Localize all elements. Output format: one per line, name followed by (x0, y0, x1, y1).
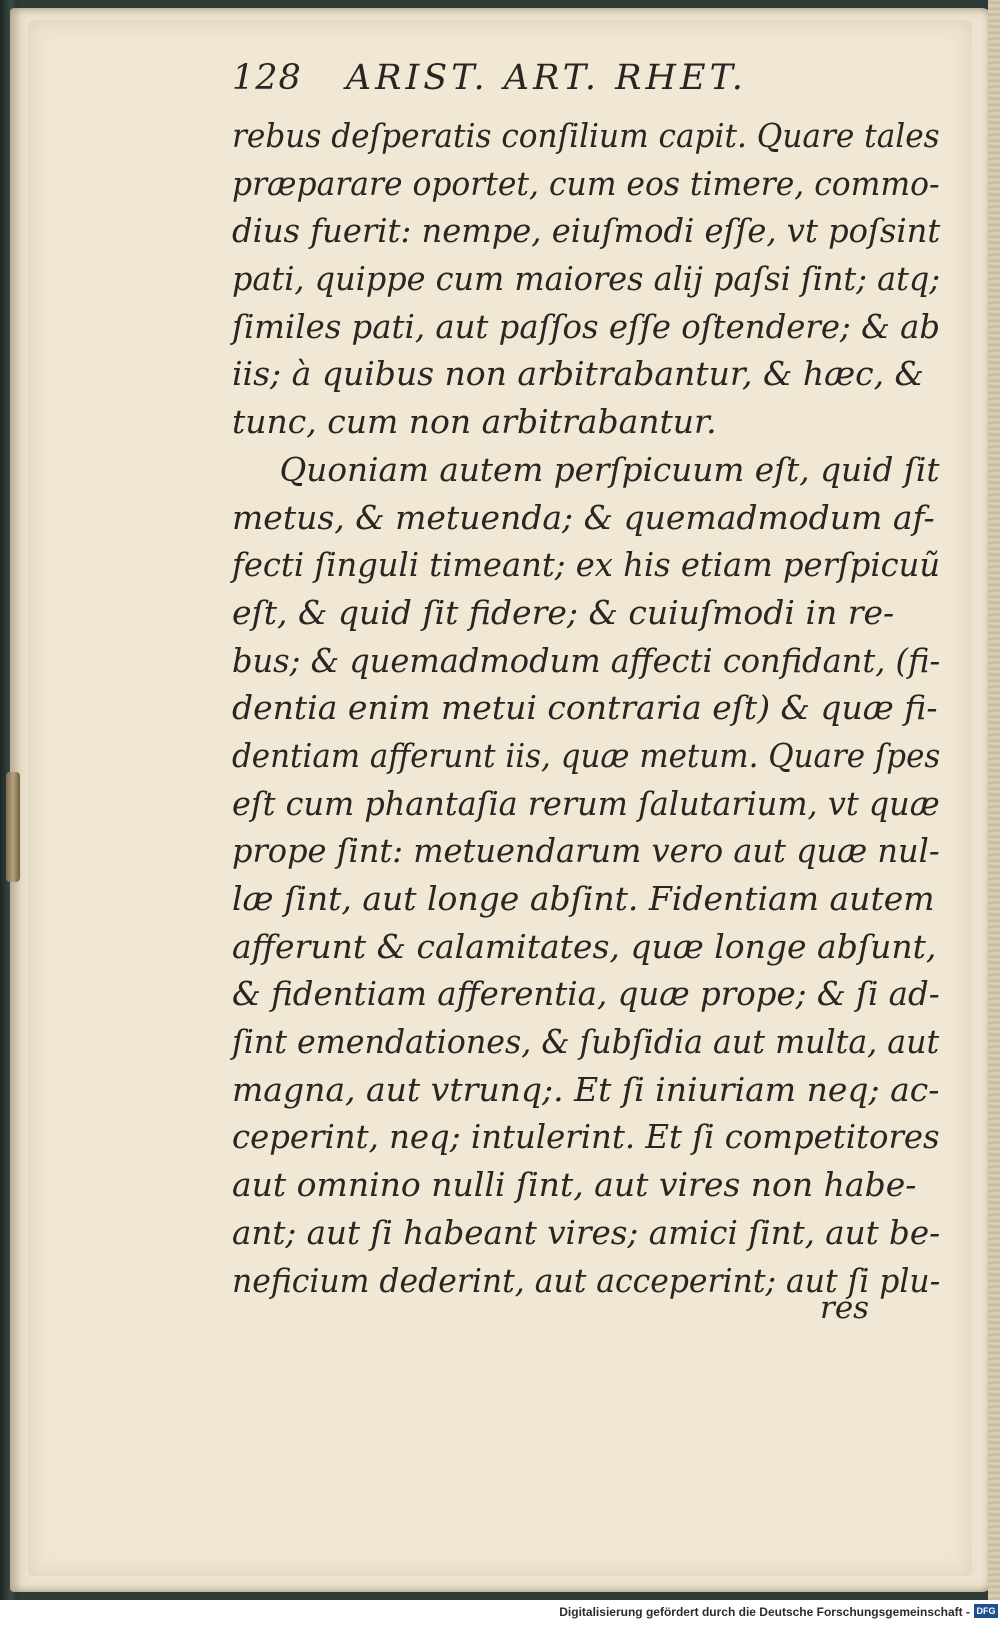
text-line: magna, aut vtrunq;. Et ſi iniuriam neq; ac- (232, 1069, 940, 1109)
running-title: ARIST. ART. RHET. (345, 58, 747, 98)
text-line: afferunt & calamitates, quæ longe abſunt, (232, 926, 937, 966)
text-line: prope ſint: metuendarum vero aut quæ nul- (232, 831, 940, 871)
body-text (232, 112, 940, 1304)
text-line: dentia enim metui contraria eſt) & quæ fi- (232, 688, 938, 728)
text-line: pati, quippe cum maiores alij paſsi ſint; atq; (232, 259, 941, 299)
page-number: 128 (232, 58, 302, 98)
text-line: eſt cum phantaſia rerum ſalutarium, vt quæ (232, 783, 940, 823)
text-line: dius fuerit: nempe, eiuſmodi eſſe, vt poſsint (232, 211, 941, 251)
text-line: præparare oportet, cum eos timere, commo- (232, 163, 940, 203)
text-line: Quoniam autem perſpicuum eſt, quid ſit (279, 449, 940, 489)
running-head (232, 58, 747, 98)
funding-credit: Digitalisierung gefördert durch die Deutsche Forschungsgemeinschaft - (559, 1605, 970, 1619)
text-line: iis; à quibus non arbitrabantur, & hæc, & (232, 354, 924, 394)
dfg-logo: DFG (974, 1604, 998, 1618)
page-fore-edge (988, 0, 1000, 1600)
text-line: metus, & metuenda; & quemadmodum af- (232, 497, 935, 537)
text-line: læ ſint, aut longe abſint. Fidentiam autem (232, 879, 935, 918)
text-line: & fidentiam afferentia, quæ prope; & ſi ad- (232, 974, 940, 1014)
text-line: fecti ſinguli timeant; ex his etiam perſpicuũ (232, 545, 941, 585)
page-clip (6, 772, 20, 882)
text-line: neficium dederint, aut acceperint; aut ſi plu- (232, 1260, 941, 1300)
catchword: res (820, 1290, 870, 1326)
text-line: aut omnino nulli ſint, aut vires non habe- (232, 1165, 917, 1205)
text-line: ſint emendationes, & ſubſidia aut multa, aut (232, 1022, 940, 1062)
text-line: ſimiles pati, aut paſſos eſſe oſtendere; & ab (232, 306, 941, 346)
text-line: tunc, cum non arbitrabantur. (232, 402, 717, 442)
text-line: ant; aut ſi habeant vires; amici ſint, aut be- (232, 1212, 941, 1252)
text-line: dentiam afferunt iis, quæ metum. Quare ſpes (232, 735, 941, 775)
text-line: eſt, & quid ſit fidere; & cuiuſmodi in re- (232, 592, 895, 632)
text-line: ceperint, neq; intulerint. Et ſi competitores (232, 1117, 940, 1157)
text-line: bus; & quemadmodum affecti confidant, (fi- (232, 640, 941, 680)
digitization-footer (0, 1600, 1000, 1625)
text-line: rebus deſperatis conſilium capit. Quare tales (232, 116, 940, 155)
